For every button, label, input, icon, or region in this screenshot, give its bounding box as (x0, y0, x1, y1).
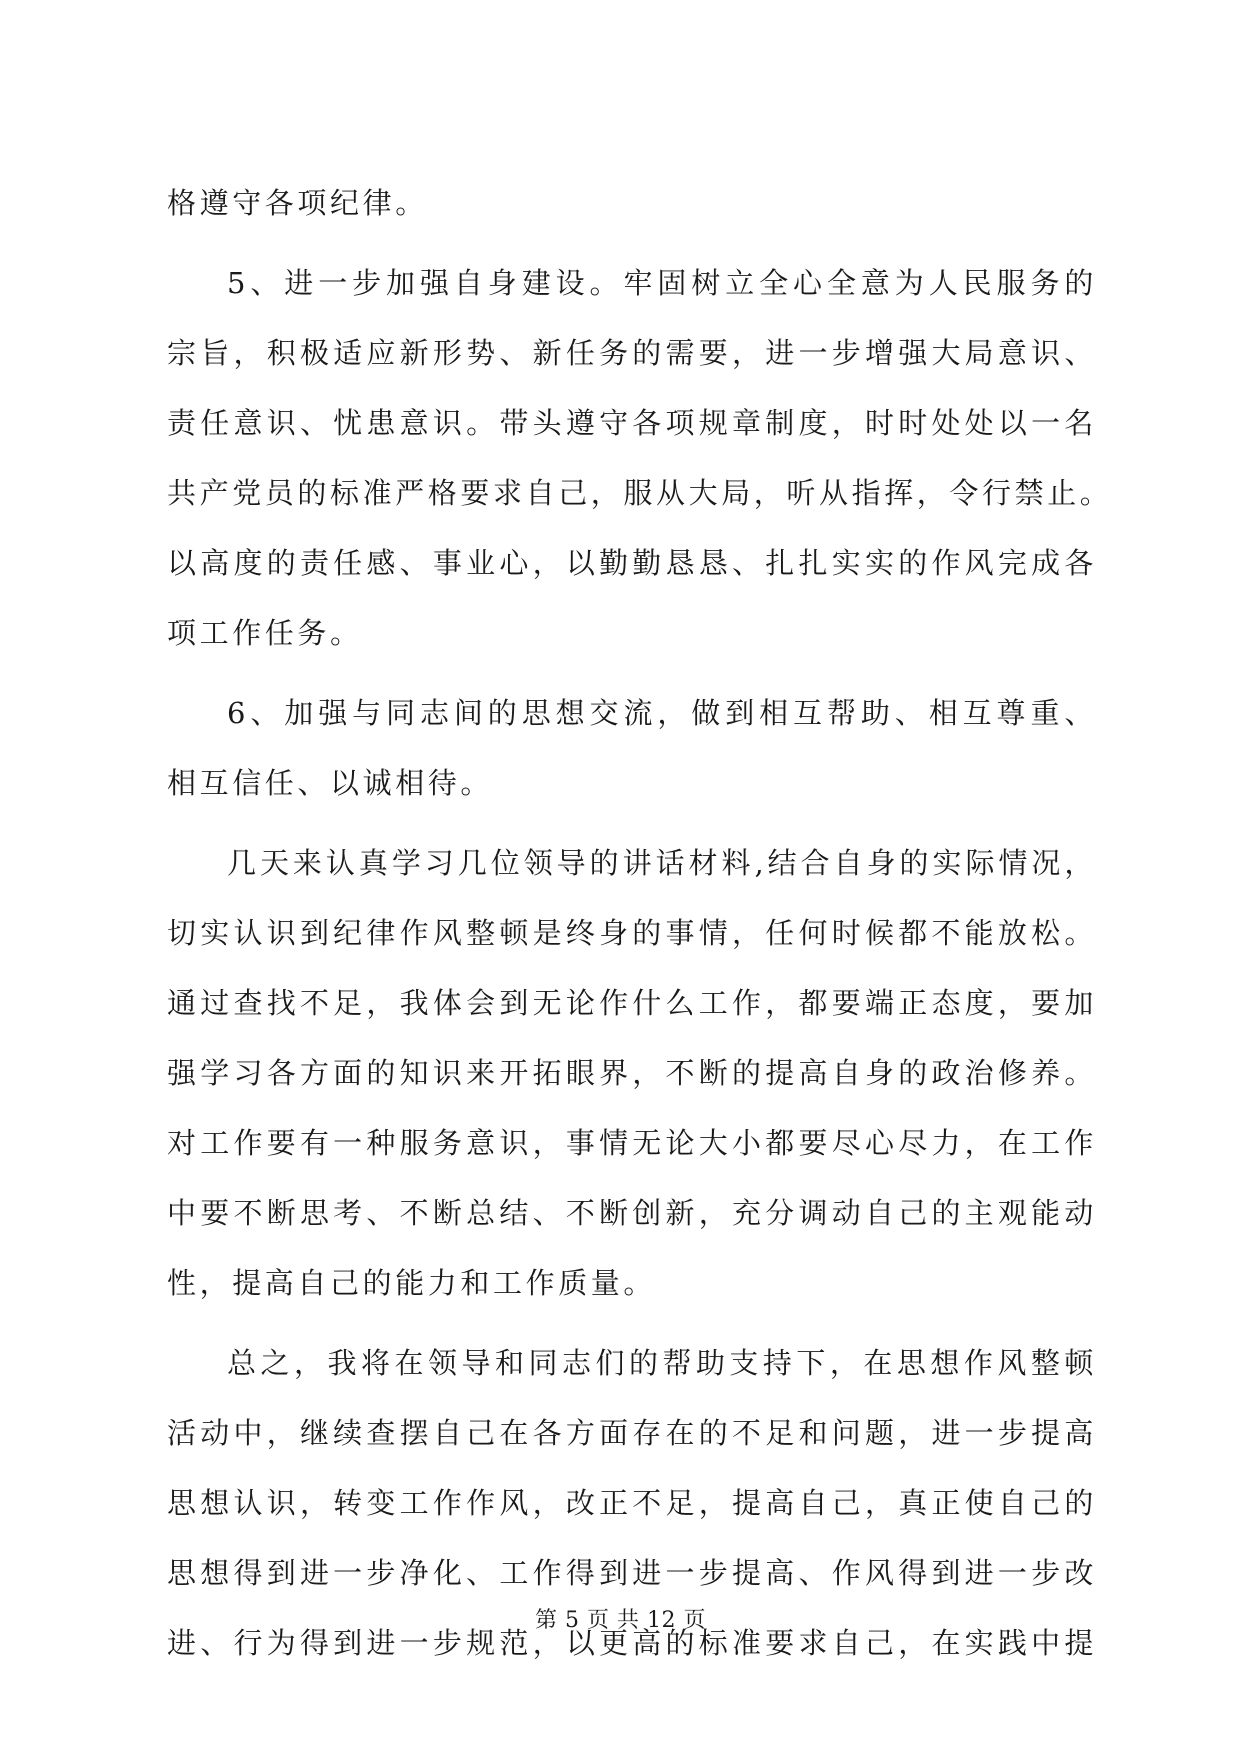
text-line: 思想认识，转变工作作风，改正不足，提高自己，真正使自己的 (167, 1486, 1097, 1520)
text-line: 中要不断思考、不断总结、不断创新，充分调动自己的主观能动 (167, 1196, 1097, 1230)
text-line: 切实认识到纪律作风整顿是终身的事情，任何时候都不能放松。 (167, 916, 1097, 950)
text-line: 性，提高自己的能力和工作质量。 (167, 1266, 657, 1300)
text-line: 共产党员的标准严格要求自己，服从大局，听从指挥，令行禁止。 (167, 476, 1113, 510)
text-line: 责任意识、忧患意识。带头遵守各项规章制度，时时处处以一名 (167, 406, 1097, 440)
text-line: 对工作要有一种服务意识，事情无论大小都要尽心尽力，在工作 (167, 1126, 1097, 1160)
text-line: 5、进一步加强自身建设。牢固树立全心全意为人民服务的 (227, 266, 1097, 300)
page-number: 第 5 页 共 12 页 (535, 1608, 706, 1633)
text-line: 进、行为得到进一步规范，以更高的标准要求自己，在实践中提 (167, 1626, 1097, 1660)
text-line: 几天来认真学习几位领导的讲话材料,结合自身的实际情况， (227, 846, 1097, 880)
text-line: 6、加强与同志间的思想交流，做到相互帮助、相互尊重、 (227, 696, 1097, 730)
text-line: 以高度的责任感、事业心，以勤勤恳恳、扎扎实实的作风完成各 (167, 546, 1097, 580)
text-line: 相互信任、以诚相待。 (167, 766, 494, 800)
text-line: 项工作任务。 (167, 616, 363, 650)
text-line: 宗旨，积极适应新形势、新任务的需要，进一步增强大局意识、 (167, 336, 1097, 370)
text-line: 活动中，继续查摆自己在各方面存在的不足和问题，进一步提高 (167, 1416, 1097, 1450)
text-line: 思想得到进一步净化、工作得到进一步提高、作风得到进一步改 (167, 1556, 1097, 1590)
text-line: 总之，我将在领导和同志们的帮助支持下，在思想作风整顿 (227, 1346, 1097, 1380)
text-line: 强学习各方面的知识来开拓眼界，不断的提高自身的政治修养。 (167, 1056, 1097, 1090)
text-line: 通过查找不足，我体会到无论作什么工作，都要端正态度，要加 (167, 986, 1097, 1020)
text-line: 格遵守各项纪律。 (167, 186, 428, 220)
